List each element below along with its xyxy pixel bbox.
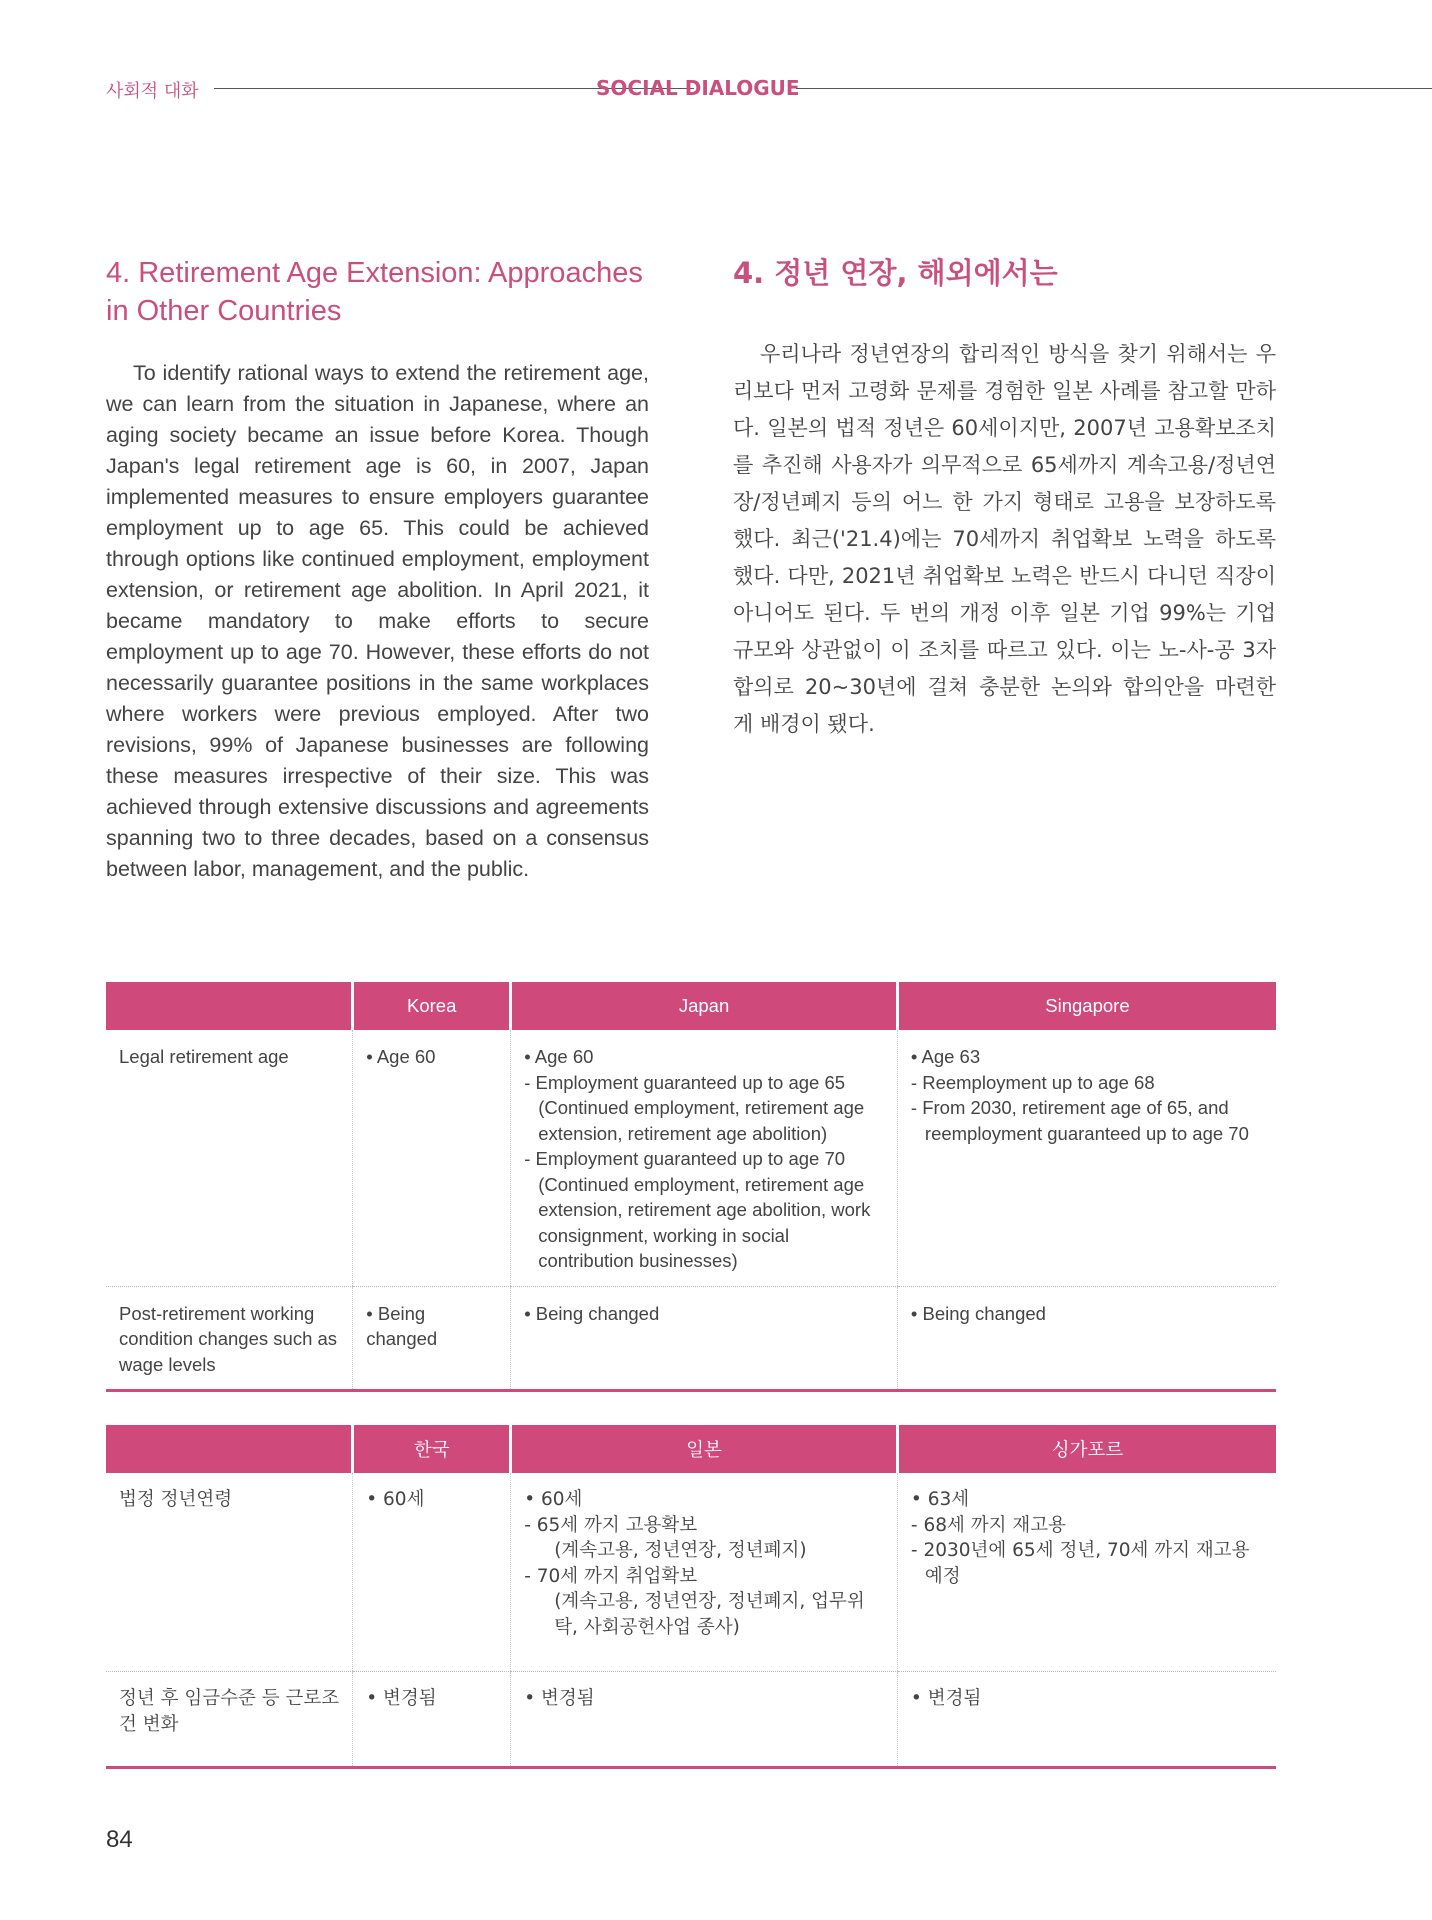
header-blank xyxy=(106,1425,353,1473)
cell-line: - Employment guaranteed up to age 65 (Continued employment, retirement age extension, retirement age abolition) xyxy=(524,1071,865,1144)
cell-line: - 68세 까지 재고용 xyxy=(910,1514,1066,1536)
header-singapore: Singapore xyxy=(897,982,1276,1030)
cell-singapore: • 변경됨 xyxy=(897,1672,1276,1768)
cell-japan: • Being changed xyxy=(511,1286,898,1391)
body-text-english: To identify rational ways to extend the retirement age, we can learn from the situation in Japanese, where an aging society became an issue before Korea. Though Japan's legal retirement age is 60, in 2007, Japan implemented measures to ensure employers guarantee employment up to age 65. This could be achieved through options like continued employment, employment extension, or retirement age abolition. In April 2021, it became mandatory to make efforts to secure employment up to age 70. However, these efforts do not necessarily guarantee positions in the same workplaces where workers were previous employed. After two revisions, 99% of Japanese businesses are following these measures irrespective of their size. This was achieved through extensive discussions and agreements spanning two to three decades, based on a consensus between labor, management, and the public. xyxy=(106,361,649,881)
page-header xyxy=(106,74,1432,102)
cell-line: - From 2030, retirement age of 65, and reemployment guaranteed up to age 70 xyxy=(910,1097,1249,1144)
table-row xyxy=(106,1286,1276,1391)
cell-line: • 63세 xyxy=(910,1489,970,1510)
cell-japan xyxy=(511,1030,898,1286)
table-row xyxy=(106,1030,1276,1286)
cell-line: (계속고용, 정년연장, 정년폐지, 업무위탁, 사회공헌사업 종사) xyxy=(554,1591,865,1638)
cell-line: - Employment guaranteed up to age 70 (Continued employment, retirement age extension, retirement age abolition, work consignment, working in social contribution businesses) xyxy=(524,1148,871,1271)
row-label: 정년 후 임금수준 등 근로조건 변화 xyxy=(106,1672,353,1768)
heading-korean: 4. 정년 연장, 해외에서는 xyxy=(733,256,1058,290)
cell-line: - Reemployment up to age 68 xyxy=(910,1071,1155,1093)
row-label: Post-retirement working condition changes such as wage levels xyxy=(106,1286,353,1391)
section-title-korean: 사회적 대화 xyxy=(106,81,199,102)
cell-singapore xyxy=(897,1473,1276,1672)
header-japan: Japan xyxy=(511,982,898,1030)
cell-line: - 2030년에 65세 정년, 70세 까지 재고용 예정 xyxy=(910,1540,1250,1587)
table-row xyxy=(106,1672,1276,1768)
cell-korea: • Age 60 xyxy=(353,1030,511,1286)
comparison-table-korean xyxy=(106,1425,1276,1769)
body-text-korean: 우리나라 정년연장의 합리적인 방식을 찾기 위해서는 우리보다 먼저 고령화 문제를 경험한 일본 사례를 참고할 만하다. 일본의 법적 정년은 60세이지만, 2007년 고용확보조치를 추진해 사용자가 의무적으로 65세까지 계속고용/정년연장/정년폐지 등의 어느 한 가지 형태로 고용을 보장하도록 했다. 최근('21.4)에는 70세까지 취업확보 노력을 하도록 했다. 다만, 2021년 취업확보 노력은 반드시 다니던 직장이 아니어도 된다. 두 번의 개정 이후 일본 기업 99%는 기업 규모와 상관없이 이 조치를 따르고 있다. 이는 노-사-공 3자 합의로 20~30년에 걸쳐 충분한 논의와 합의안을 마련한 게 배경이 됐다. xyxy=(733,342,1276,736)
row-label: 법정 정년연령 xyxy=(106,1473,353,1672)
comparison-table-english xyxy=(106,982,1276,1392)
page-number: 84 xyxy=(106,1826,133,1853)
cell-singapore: • Being changed xyxy=(897,1286,1276,1391)
section-title-english: SOCIAL DIALOGUE xyxy=(596,76,800,100)
header-korea: Korea xyxy=(353,982,511,1030)
cell-line: (계속고용, 정년연장, 정년폐지) xyxy=(554,1540,807,1561)
header-rule xyxy=(796,88,1432,89)
table-header-row xyxy=(106,982,1276,1030)
cell-korea: • Being changed xyxy=(353,1286,511,1391)
cell-line: - 70세 까지 취업확보 xyxy=(524,1565,698,1587)
header-korea: 한국 xyxy=(353,1425,511,1473)
cell-line: • Age 63 xyxy=(910,1046,981,1067)
cell-korea: • 변경됨 xyxy=(353,1672,511,1768)
row-label: Legal retirement age xyxy=(106,1030,353,1286)
cell-singapore xyxy=(897,1030,1276,1286)
cell-line: - 65세 까지 고용확보 xyxy=(524,1514,698,1536)
cell-japan xyxy=(511,1473,898,1672)
header-singapore: 싱가포르 xyxy=(897,1425,1276,1473)
cell-korea: • 60세 xyxy=(353,1473,511,1672)
header-japan: 일본 xyxy=(511,1425,898,1473)
table-header-row xyxy=(106,1425,1276,1473)
heading-english: 4. Retirement Age Extension: Approaches in Other Countries xyxy=(106,257,643,327)
cell-japan: • 변경됨 xyxy=(511,1672,898,1768)
header-blank xyxy=(106,982,353,1030)
cell-line: • 60세 xyxy=(524,1489,583,1510)
cell-line: • Age 60 xyxy=(524,1046,594,1067)
table-row xyxy=(106,1473,1276,1672)
